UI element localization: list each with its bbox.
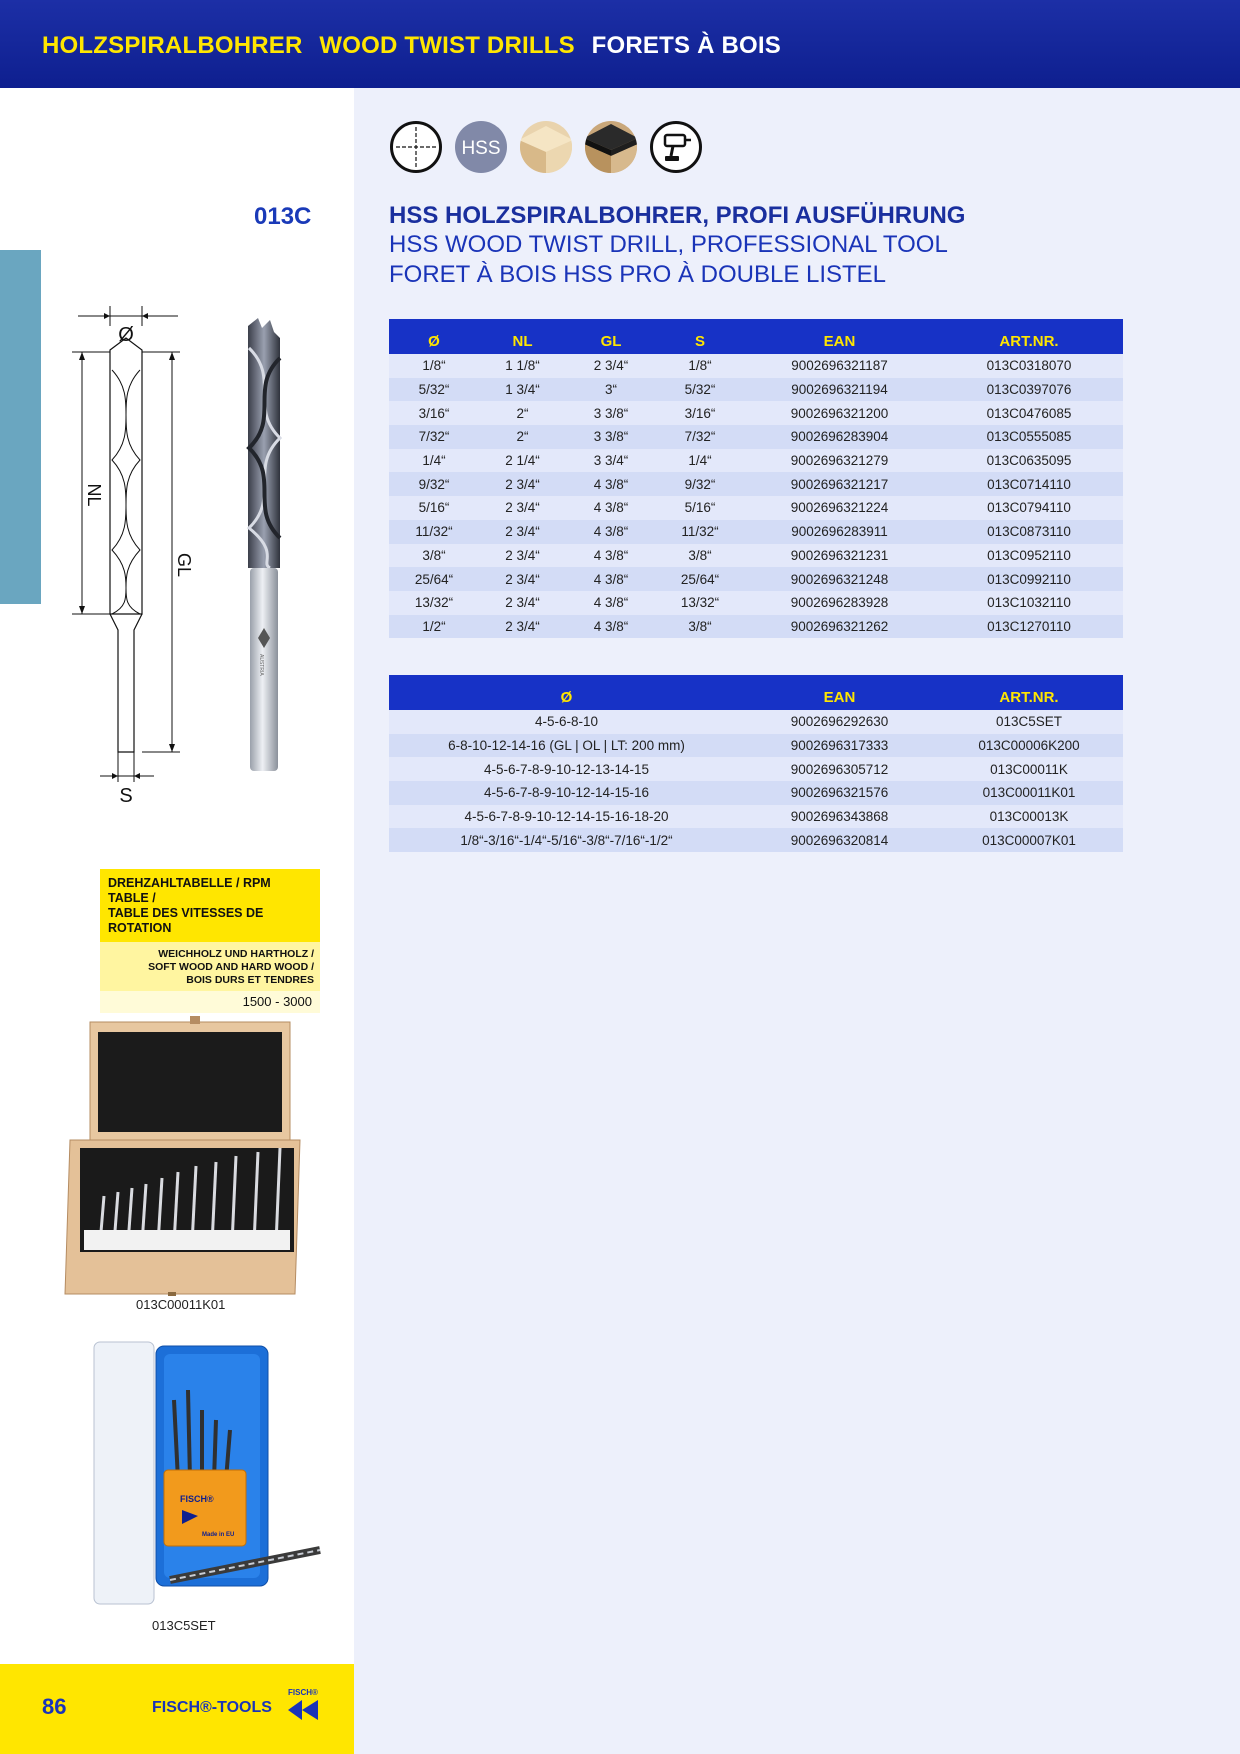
table-cell: 013C0318070 [935, 354, 1123, 378]
table-row [389, 354, 1123, 378]
column-header: Ø [389, 675, 744, 710]
hss-badge-icon [454, 120, 508, 174]
table-cell: 9002696321279 [744, 449, 935, 473]
sizes-table [389, 319, 1123, 638]
wooden-case-photo [60, 1016, 310, 1296]
table-cell: 013C0476085 [935, 401, 1123, 425]
s-label: S [119, 785, 133, 807]
table-cell: 9002696283904 [744, 425, 935, 449]
table-row [389, 781, 1123, 805]
header-title-de: HOLZSPIRALBOHRER [42, 32, 303, 59]
header-title-fr: FORETS À BOIS [591, 32, 781, 59]
table-cell: 3 3/4“ [566, 449, 656, 473]
column-header: NL [479, 319, 566, 354]
table-cell: 4 3/8“ [566, 567, 656, 591]
table-cell: 11/32“ [656, 520, 744, 544]
table-cell: 3/8“ [656, 615, 744, 639]
table-cell: 9002696305712 [744, 757, 935, 781]
table-cell: 7/32“ [656, 425, 744, 449]
blister-pack-photo [90, 1340, 330, 1612]
column-header: EAN [744, 675, 935, 710]
table-cell: 2 3/4“ [479, 567, 566, 591]
table-cell: 25/64“ [656, 567, 744, 591]
table-cell: 5/16“ [656, 496, 744, 520]
table-cell: 9002696321187 [744, 354, 935, 378]
header-title-en: WOOD TWIST DRILLS [319, 32, 575, 59]
table-cell: 013C0397076 [935, 378, 1123, 402]
table-row [389, 615, 1123, 639]
table-cell: 9002696320814 [744, 828, 935, 852]
table-cell: 4-5-6-7-8-9-10-12-13-14-15 [389, 757, 744, 781]
table-cell: 2 3/4“ [479, 496, 566, 520]
drill-dimension-diagram [70, 300, 194, 810]
table-cell: 3/8“ [389, 544, 479, 568]
table-cell: 25/64“ [389, 567, 479, 591]
table-cell: 4 3/8“ [566, 615, 656, 639]
table-cell: 2“ [479, 401, 566, 425]
sets-table [389, 675, 1123, 852]
table-cell: 4-5-6-7-8-9-10-12-14-15-16-18-20 [389, 805, 744, 829]
table-cell: 4 3/8“ [566, 472, 656, 496]
table-cell: 1/4“ [389, 449, 479, 473]
table-cell: 1/8“-3/16“-1/4“-5/16“-3/8“-7/16“-1/2“ [389, 828, 744, 852]
centering-cross-icon [389, 120, 443, 174]
table-cell: 9002696321217 [744, 472, 935, 496]
rpm-material-line: WEICHHOLZ UND HARTHOLZ / [158, 948, 314, 960]
table-cell: 9002696292630 [744, 710, 935, 734]
table-cell: 9002696321231 [744, 544, 935, 568]
table-cell: 013C1032110 [935, 591, 1123, 615]
product-title-de: HSS HOLZSPIRALBOHRER, PROFI AUSFÜHRUNG [389, 202, 966, 229]
table-cell: 5/32“ [656, 378, 744, 402]
table-row [389, 496, 1123, 520]
table-cell: 5/32“ [389, 378, 479, 402]
table-cell: 1/8“ [656, 354, 744, 378]
table-cell: 013C00011K01 [935, 781, 1123, 805]
svg-text:FISCH®: FISCH® [288, 1688, 318, 1697]
table-row [389, 401, 1123, 425]
table-cell: 6-8-10-12-14-16 (GL | OL | LT: 200 mm) [389, 734, 744, 758]
table-cell: 3/16“ [656, 401, 744, 425]
table-cell: 2 3/4“ [479, 615, 566, 639]
table-row [389, 828, 1123, 852]
table-cell: 4 3/8“ [566, 591, 656, 615]
table-cell: 9/32“ [389, 472, 479, 496]
table-cell: 013C0952110 [935, 544, 1123, 568]
table-row [389, 710, 1123, 734]
table-row [389, 591, 1123, 615]
table-cell: 4 3/8“ [566, 520, 656, 544]
rpm-material [100, 942, 320, 991]
table-cell: 2 3/4“ [566, 354, 656, 378]
table-cell: 2 3/4“ [479, 591, 566, 615]
column-header: EAN [744, 319, 935, 354]
table-cell: 9002696283928 [744, 591, 935, 615]
column-header: ART.NR. [935, 319, 1123, 354]
table-cell: 11/32“ [389, 520, 479, 544]
table-cell: 013C0873110 [935, 520, 1123, 544]
rpm-title-line: TABLE DES VITESSES DE ROTATION [108, 906, 264, 935]
svg-text:FISCH®: FISCH® [180, 1494, 214, 1504]
table-cell: 2“ [479, 425, 566, 449]
rpm-material-line: BOIS DURS ET TENDRES [186, 974, 314, 986]
table-row [389, 472, 1123, 496]
table-cell: 013C0555085 [935, 425, 1123, 449]
table-cell: 013C0992110 [935, 567, 1123, 591]
page-number: 86 [42, 1694, 67, 1719]
column-header: GL [566, 319, 656, 354]
table-cell: 9002696321200 [744, 401, 935, 425]
table-cell: 013C1270110 [935, 615, 1123, 639]
rpm-title-line: DREHZAHLTABELLE / RPM TABLE / [108, 876, 271, 905]
table-cell: 1 1/8“ [479, 354, 566, 378]
table-cell: 2 1/4“ [479, 449, 566, 473]
case-caption: 013C00011K01 [136, 1297, 226, 1312]
side-tab [0, 250, 41, 604]
table-cell: 9002696317333 [744, 734, 935, 758]
rpm-table-title [100, 869, 320, 942]
table-cell: 9002696321194 [744, 378, 935, 402]
table-cell: 9002696321262 [744, 615, 935, 639]
table-cell: 13/32“ [656, 591, 744, 615]
table-row [389, 757, 1123, 781]
table-cell: 3/8“ [656, 544, 744, 568]
column-header: Ø [389, 319, 479, 354]
header-title [42, 32, 791, 60]
table-cell: 3/16“ [389, 401, 479, 425]
table-cell: 1/4“ [656, 449, 744, 473]
table-header-row [389, 675, 1123, 710]
hardwood-block-icon [584, 120, 638, 174]
table-cell: 3 3/8“ [566, 401, 656, 425]
table-cell: 9/32“ [656, 472, 744, 496]
table-cell: 013C5SET [935, 710, 1123, 734]
table-row [389, 567, 1123, 591]
rpm-material-line: SOFT WOOD AND HARD WOOD / [148, 961, 314, 973]
product-title-en: HSS WOOD TWIST DRILL, PROFESSIONAL TOOL [389, 231, 948, 258]
gl-label: GL [174, 552, 194, 578]
table-cell: 9002696321224 [744, 496, 935, 520]
table-cell: 7/32“ [389, 425, 479, 449]
table-cell: 4-5-6-7-8-9-10-12-14-15-16 [389, 781, 744, 805]
table-row [389, 805, 1123, 829]
product-code: 013C [254, 203, 312, 230]
diameter-label: Ø [118, 324, 134, 346]
table-cell: 4 3/8“ [566, 496, 656, 520]
table-cell: 013C0714110 [935, 472, 1123, 496]
table-cell: 9002696283911 [744, 520, 935, 544]
column-header: ART.NR. [935, 675, 1123, 710]
table-cell: 1 3/4“ [479, 378, 566, 402]
table-row [389, 378, 1123, 402]
table-cell: 2 3/4“ [479, 544, 566, 568]
table-cell: 013C0635095 [935, 449, 1123, 473]
page-header [0, 0, 1240, 88]
svg-text:AUSTRIA: AUSTRIA [258, 654, 264, 676]
table-cell: 3“ [566, 378, 656, 402]
table-cell: 2 3/4“ [479, 520, 566, 544]
table-cell: 5/16“ [389, 496, 479, 520]
cordless-drill-icon [649, 120, 703, 174]
table-cell: 013C00011K [935, 757, 1123, 781]
column-header: S [656, 319, 744, 354]
page-footer [0, 1664, 354, 1754]
rpm-value: 1500 - 3000 [100, 991, 320, 1013]
table-cell: 013C00006K200 [935, 734, 1123, 758]
table-cell: 4-5-6-8-10 [389, 710, 744, 734]
table-cell: 013C0794110 [935, 496, 1123, 520]
table-cell: 013C00013K [935, 805, 1123, 829]
table-cell: 3 3/8“ [566, 425, 656, 449]
table-row [389, 734, 1123, 758]
table-cell: 2 3/4“ [479, 472, 566, 496]
table-cell: 9002696321248 [744, 567, 935, 591]
drill-bit-photo [240, 318, 290, 773]
table-cell: 9002696321576 [744, 781, 935, 805]
svg-text:Made in EU: Made in EU [202, 1532, 235, 1538]
table-row [389, 449, 1123, 473]
table-cell: 1/8“ [389, 354, 479, 378]
table-row [389, 544, 1123, 568]
table-row [389, 520, 1123, 544]
table-row [389, 425, 1123, 449]
blister-caption: 013C5SET [152, 1618, 216, 1633]
table-cell: 013C00007K01 [935, 828, 1123, 852]
svg-text:HSS: HSS [461, 138, 501, 159]
table-header-row [389, 319, 1123, 354]
table-cell: 9002696343868 [744, 805, 935, 829]
product-title-fr: FORET À BOIS HSS PRO À DOUBLE LISTEL [389, 261, 887, 288]
table-cell: 4 3/8“ [566, 544, 656, 568]
table-cell: 13/32“ [389, 591, 479, 615]
rpm-table [100, 869, 320, 1013]
brand-name: FISCH®-TOOLS [152, 1699, 272, 1716]
fisch-logo-icon [284, 1686, 324, 1722]
nl-label: NL [84, 483, 104, 507]
table-cell: 1/2“ [389, 615, 479, 639]
softwood-block-icon [519, 120, 573, 174]
